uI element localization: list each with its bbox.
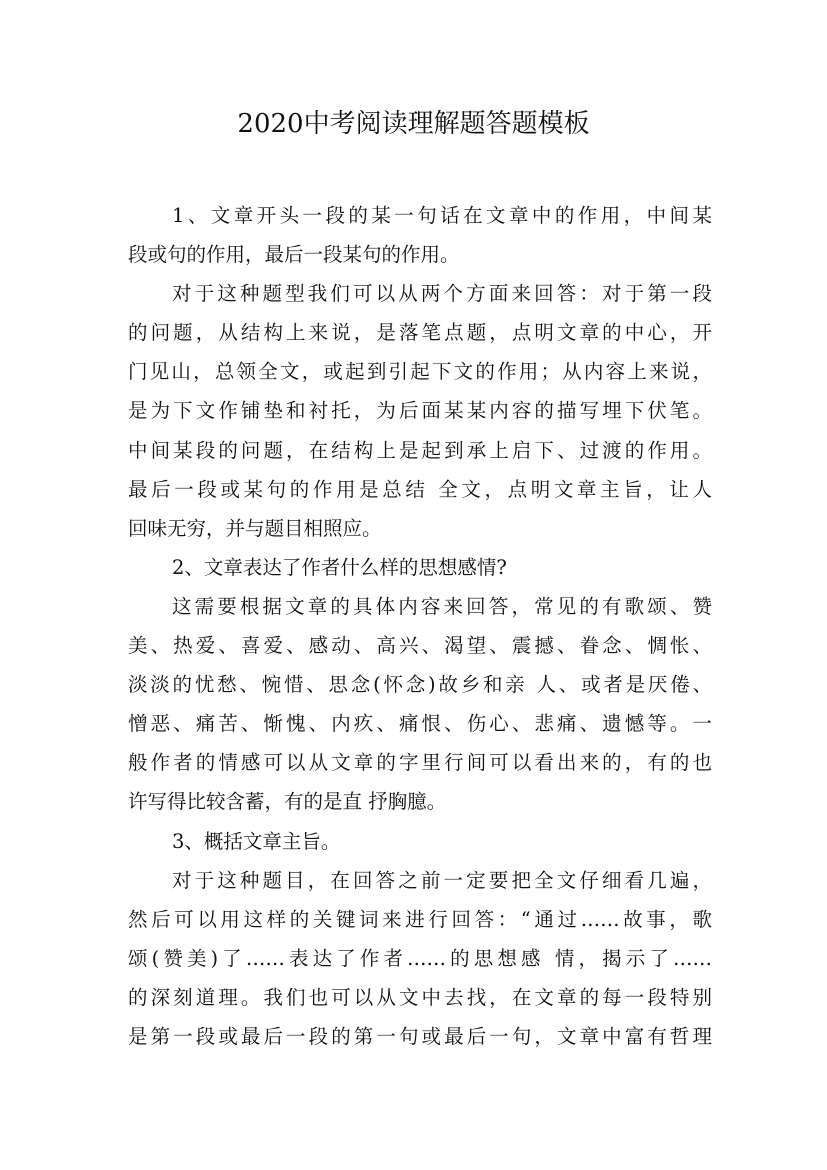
paragraph-line: 回味无穷，并与题目相照应。: [128, 516, 382, 540]
paragraph-line: 段或句的作用，最后一段某句的作用。: [128, 243, 460, 267]
paragraph-line: 是第一段或最后一段的第一句或最后一句，文章中富有哲理: [128, 1024, 712, 1048]
paragraph-line: 这需要根据文章的具体内容来回答，常见的有歌颂、赞: [172, 594, 712, 618]
paragraph-line: 然后可以用这样的关键词来进行回答：“通过……故事，歌: [128, 907, 712, 931]
paragraph-line: 的深刻道理。我们也可以从文中去找，在文章的每一段特别: [128, 985, 712, 1009]
paragraph-line: 许写得比较含蓄，有的是直 抒胸臆。: [128, 790, 447, 814]
paragraph-line: 对于这种题目，在回答之前一定要把全文仔细看几遍，: [172, 868, 712, 892]
paragraph-line: 淡淡的忧愁、惋惜、思念(怀念)故乡和亲 人、或者是厌倦、: [128, 673, 712, 697]
paragraph-line: 最后一段或某句的作用是总结 全文，点明文章主旨，让人: [128, 477, 712, 501]
paragraph-line: 般作者的情感可以从文章的字里行间可以看出来的，有的也: [128, 751, 712, 775]
paragraph-line: 对于这种题型我们可以从两个方面来回答：对于第一段: [172, 282, 712, 306]
document-body: [128, 196, 712, 1056]
paragraph-line: 美、热爱、喜爱、感动、高兴、渴望、震撼、眷念、惆怅、: [128, 634, 712, 658]
paragraph-line: 是为下文作铺垫和衬托，为后面某某内容的描写埋下伏笔。: [128, 399, 712, 423]
paragraph-line: 中间某段的问题，在结构上是起到承上启下、过渡的作用。: [128, 438, 712, 462]
paragraph-line: 的问题，从结构上来说，是落笔点题，点明文章的中心，开: [128, 321, 712, 345]
paragraph-line: 1、文章开头一段的某一句话在文章中的作用，中间某: [172, 204, 712, 227]
document-title: 2020中考阅读理解题答题模板: [237, 109, 590, 139]
section-heading: 3、概括文章主旨。: [172, 829, 341, 853]
paragraph-line: 憎恶、痛苦、惭愧、内疚、痛恨、伤心、悲痛、遗憾等。一: [128, 712, 712, 736]
paragraph-line: 门见山，总领全文，或起到引起下文的作用；从内容上来说，: [128, 360, 712, 384]
section-heading: 2、文章表达了作者什么样的思想感情?: [172, 555, 507, 579]
paragraph-line: 颂(赞美)了……表达了作者……的思想感 情，揭示了……: [128, 946, 712, 970]
